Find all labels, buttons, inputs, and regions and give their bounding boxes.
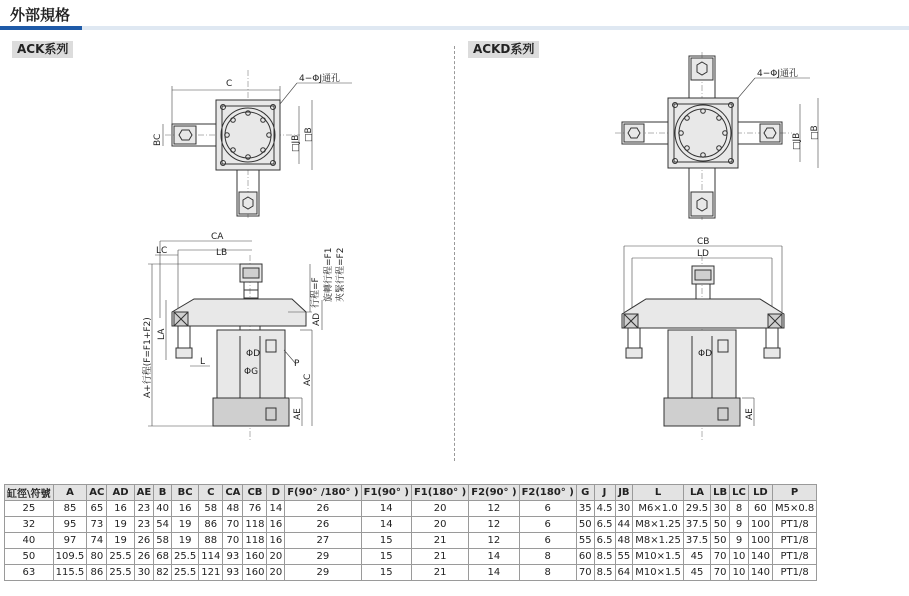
table-cell: 26 (134, 533, 154, 549)
table-cell: 82 (154, 565, 172, 581)
dim-label-ld: LD (697, 249, 709, 259)
table-cell: 60 (748, 501, 772, 517)
table-cell: 15 (361, 549, 411, 565)
page-title: 外部規格 (10, 6, 71, 24)
table-cell: 118 (243, 517, 267, 533)
table-cell: 118 (243, 533, 267, 549)
table-cell: 97 (53, 533, 87, 549)
bore-size-cell: 25 (5, 501, 54, 517)
header-cell: G (576, 485, 594, 501)
dim-label-ae-ack: AE (293, 408, 303, 420)
table-cell: 50 (711, 517, 730, 533)
dim-label-hole-ackd: 4−ΦJ通孔 (757, 69, 799, 79)
table-cell: 10 (730, 549, 749, 565)
table-cell: 44 (615, 517, 633, 533)
table-cell: 60 (576, 549, 594, 565)
header-cell: L (633, 485, 684, 501)
header-cell: CB (243, 485, 267, 501)
dim-label-ac: AC (303, 373, 313, 386)
ackd-series-tag: ACKD系列 (468, 41, 539, 58)
table-cell: 16 (267, 533, 285, 549)
table-cell: 121 (199, 565, 223, 581)
ack-series-tag: ACK系列 (12, 41, 73, 58)
table-cell: 16 (267, 517, 285, 533)
table-cell: 26 (134, 549, 154, 565)
table-cell: 29 (285, 565, 361, 581)
table-cell: 6 (519, 517, 576, 533)
header-cell: LD (748, 485, 772, 501)
table-cell: 50 (711, 533, 730, 549)
dim-label-hole-ack: 4−ΦJ通孔 (299, 74, 341, 84)
table-cell: 160 (243, 565, 267, 581)
table-cell: 55 (576, 533, 594, 549)
table-cell: 80 (87, 549, 107, 565)
table-row (5, 533, 817, 549)
table-row (5, 517, 817, 533)
dim-label-b-ackd: □B (810, 125, 820, 140)
header-cell: B (154, 485, 172, 501)
header-cell: JB (615, 485, 633, 501)
table-cell: 29.5 (683, 501, 710, 517)
spec-table-body (5, 501, 817, 581)
table-cell: 85 (53, 501, 87, 517)
table-cell: 16 (107, 501, 134, 517)
table-cell: 14 (361, 501, 411, 517)
table-cell: 12 (469, 501, 519, 517)
bore-size-cell: 32 (5, 517, 54, 533)
table-cell: 8.5 (594, 565, 615, 581)
bore-size-cell: 50 (5, 549, 54, 565)
dim-label-total: A+行程(F=F1+F2) (143, 317, 153, 398)
table-cell: 20 (411, 501, 468, 517)
table-cell: PT1/8 (772, 517, 816, 533)
ack-side-view (141, 232, 346, 440)
table-cell: 23 (134, 501, 154, 517)
table-cell: 19 (107, 517, 134, 533)
table-cell: 21 (411, 565, 468, 581)
table-cell: 8 (730, 501, 749, 517)
dim-label-ca: CA (211, 232, 224, 242)
table-cell: 54 (154, 517, 172, 533)
table-row (5, 565, 817, 581)
header-cell: F1(180° ) (411, 485, 468, 501)
spec-table (4, 484, 817, 581)
dim-label-l: L (200, 357, 206, 367)
table-cell: 70 (711, 565, 730, 581)
table-cell: 12 (469, 517, 519, 533)
table-cell: 8 (519, 565, 576, 581)
header-cell: F(90° /180° ) (285, 485, 361, 501)
table-row (5, 501, 817, 517)
table-cell: 29 (285, 549, 361, 565)
table-cell: 58 (154, 533, 172, 549)
table-cell: 114 (199, 549, 223, 565)
table-cell: M5×0.8 (772, 501, 816, 517)
table-cell: 100 (748, 533, 772, 549)
dim-label-lc: LC (156, 246, 168, 256)
table-cell: 64 (615, 565, 633, 581)
header-cell: F2(180° ) (519, 485, 576, 501)
table-cell: 14 (361, 517, 411, 533)
table-cell: 14 (267, 501, 285, 517)
table-cell: 30 (711, 501, 730, 517)
table-cell: 25.5 (171, 565, 198, 581)
table-cell: 23 (134, 517, 154, 533)
dim-label-ad: AD (312, 312, 322, 326)
table-cell: M8×1.25 (633, 533, 684, 549)
table-cell: M8×1.25 (633, 517, 684, 533)
table-cell: 93 (223, 549, 243, 565)
header-cell: A (53, 485, 87, 501)
table-cell: 25.5 (107, 549, 134, 565)
table-cell: PT1/8 (772, 533, 816, 549)
table-cell: 14 (469, 565, 519, 581)
header-cell: AC (87, 485, 107, 501)
table-cell: 86 (87, 565, 107, 581)
dim-label-rotate-f1: 旋轉行程=F1 (324, 247, 334, 302)
dim-label-d-ack: ΦD (246, 349, 261, 359)
table-cell: 95 (53, 517, 87, 533)
table-cell: 21 (411, 533, 468, 549)
table-cell: 70 (223, 533, 243, 549)
table-cell: 30 (134, 565, 154, 581)
table-cell: 58 (199, 501, 223, 517)
bore-size-cell: 63 (5, 565, 54, 581)
table-cell: PT1/8 (772, 565, 816, 581)
ackd-top-view (615, 52, 820, 220)
table-cell: 109.5 (53, 549, 87, 565)
table-cell: 4.5 (594, 501, 615, 517)
table-cell: 10 (730, 565, 749, 581)
table-cell: 25.5 (171, 549, 198, 565)
table-row (5, 549, 817, 565)
table-cell: 70 (711, 549, 730, 565)
table-cell: 6.5 (594, 533, 615, 549)
table-cell: 8.5 (594, 549, 615, 565)
table-cell: 30 (615, 501, 633, 517)
dim-label-jb-ackd: □JB (792, 132, 802, 150)
table-cell: 48 (223, 501, 243, 517)
bore-size-cell: 40 (5, 533, 54, 549)
table-cell: 15 (361, 533, 411, 549)
table-cell: 26 (285, 501, 361, 517)
dim-label-ae-ackd: AE (745, 408, 755, 420)
dim-label-jb-ack: □JB (291, 134, 301, 152)
table-cell: 14 (469, 549, 519, 565)
table-cell: 37.5 (683, 533, 710, 549)
header-cell: AD (107, 485, 134, 501)
table-cell: 50 (576, 517, 594, 533)
table-cell: 70 (576, 565, 594, 581)
table-cell: 88 (199, 533, 223, 549)
table-cell: 21 (411, 549, 468, 565)
dim-label-stroke-f: 行程=F (311, 277, 321, 308)
table-cell: 8 (519, 549, 576, 565)
ackd-side-view (622, 237, 784, 440)
table-cell: 115.5 (53, 565, 87, 581)
table-cell: 70 (223, 517, 243, 533)
table-cell: M6×1.0 (633, 501, 684, 517)
table-cell: 45 (683, 565, 710, 581)
header-cell: CA (223, 485, 243, 501)
dim-label-lb: LB (216, 248, 228, 258)
table-cell: 73 (87, 517, 107, 533)
table-cell: 19 (171, 517, 198, 533)
table-cell: 20 (411, 517, 468, 533)
table-cell: 40 (154, 501, 172, 517)
header-cell: LB (711, 485, 730, 501)
table-cell: M10×1.5 (633, 549, 684, 565)
dim-label-b-ack: □B (304, 127, 314, 142)
table-cell: 9 (730, 517, 749, 533)
dim-label-c: C (226, 79, 233, 89)
table-cell: 6 (519, 501, 576, 517)
header-cell: LA (683, 485, 710, 501)
table-cell: PT1/8 (772, 549, 816, 565)
table-cell: 93 (223, 565, 243, 581)
ack-top-view (153, 70, 352, 218)
table-cell: 20 (267, 565, 285, 581)
table-cell: 26 (285, 517, 361, 533)
header-cell: D (267, 485, 285, 501)
header-cell: LC (730, 485, 749, 501)
table-cell: 55 (615, 549, 633, 565)
table-cell: 9 (730, 533, 749, 549)
table-cell: 20 (267, 549, 285, 565)
table-cell: 160 (243, 549, 267, 565)
table-cell: 74 (87, 533, 107, 549)
dim-label-bc: BC (153, 133, 163, 146)
dim-label-p: P (294, 359, 300, 369)
table-cell: 35 (576, 501, 594, 517)
header-cell: F1(90° ) (361, 485, 411, 501)
table-cell: 6.5 (594, 517, 615, 533)
dim-label-d-ackd: ΦD (698, 349, 713, 359)
dim-label-clamp-f2: 夾緊行程=F2 (336, 247, 346, 302)
header-cell: BC (171, 485, 198, 501)
table-cell: 25.5 (107, 565, 134, 581)
table-cell: 6 (519, 533, 576, 549)
table-cell: 15 (361, 565, 411, 581)
table-cell: 16 (171, 501, 198, 517)
header-cell: F2(90° ) (469, 485, 519, 501)
table-cell: 76 (243, 501, 267, 517)
table-cell: 48 (615, 533, 633, 549)
header-cell: 缸徑\符號 (5, 485, 54, 501)
header-cell: AE (134, 485, 154, 501)
table-cell: 86 (199, 517, 223, 533)
table-cell: 37.5 (683, 517, 710, 533)
table-cell: 65 (87, 501, 107, 517)
dim-label-g-ack: ΦG (244, 367, 259, 377)
table-cell: 45 (683, 549, 710, 565)
table-cell: 27 (285, 533, 361, 549)
table-cell: 68 (154, 549, 172, 565)
header-cell: P (772, 485, 816, 501)
spec-table-header-row (5, 485, 817, 501)
table-cell: 140 (748, 565, 772, 581)
table-cell: 100 (748, 517, 772, 533)
dim-label-la: LA (157, 328, 167, 340)
table-cell: 19 (107, 533, 134, 549)
table-cell: 140 (748, 549, 772, 565)
header-cell: C (199, 485, 223, 501)
dim-label-cb: CB (697, 237, 710, 247)
table-cell: 19 (171, 533, 198, 549)
table-cell: 12 (469, 533, 519, 549)
table-cell: M10×1.5 (633, 565, 684, 581)
header-cell: J (594, 485, 615, 501)
